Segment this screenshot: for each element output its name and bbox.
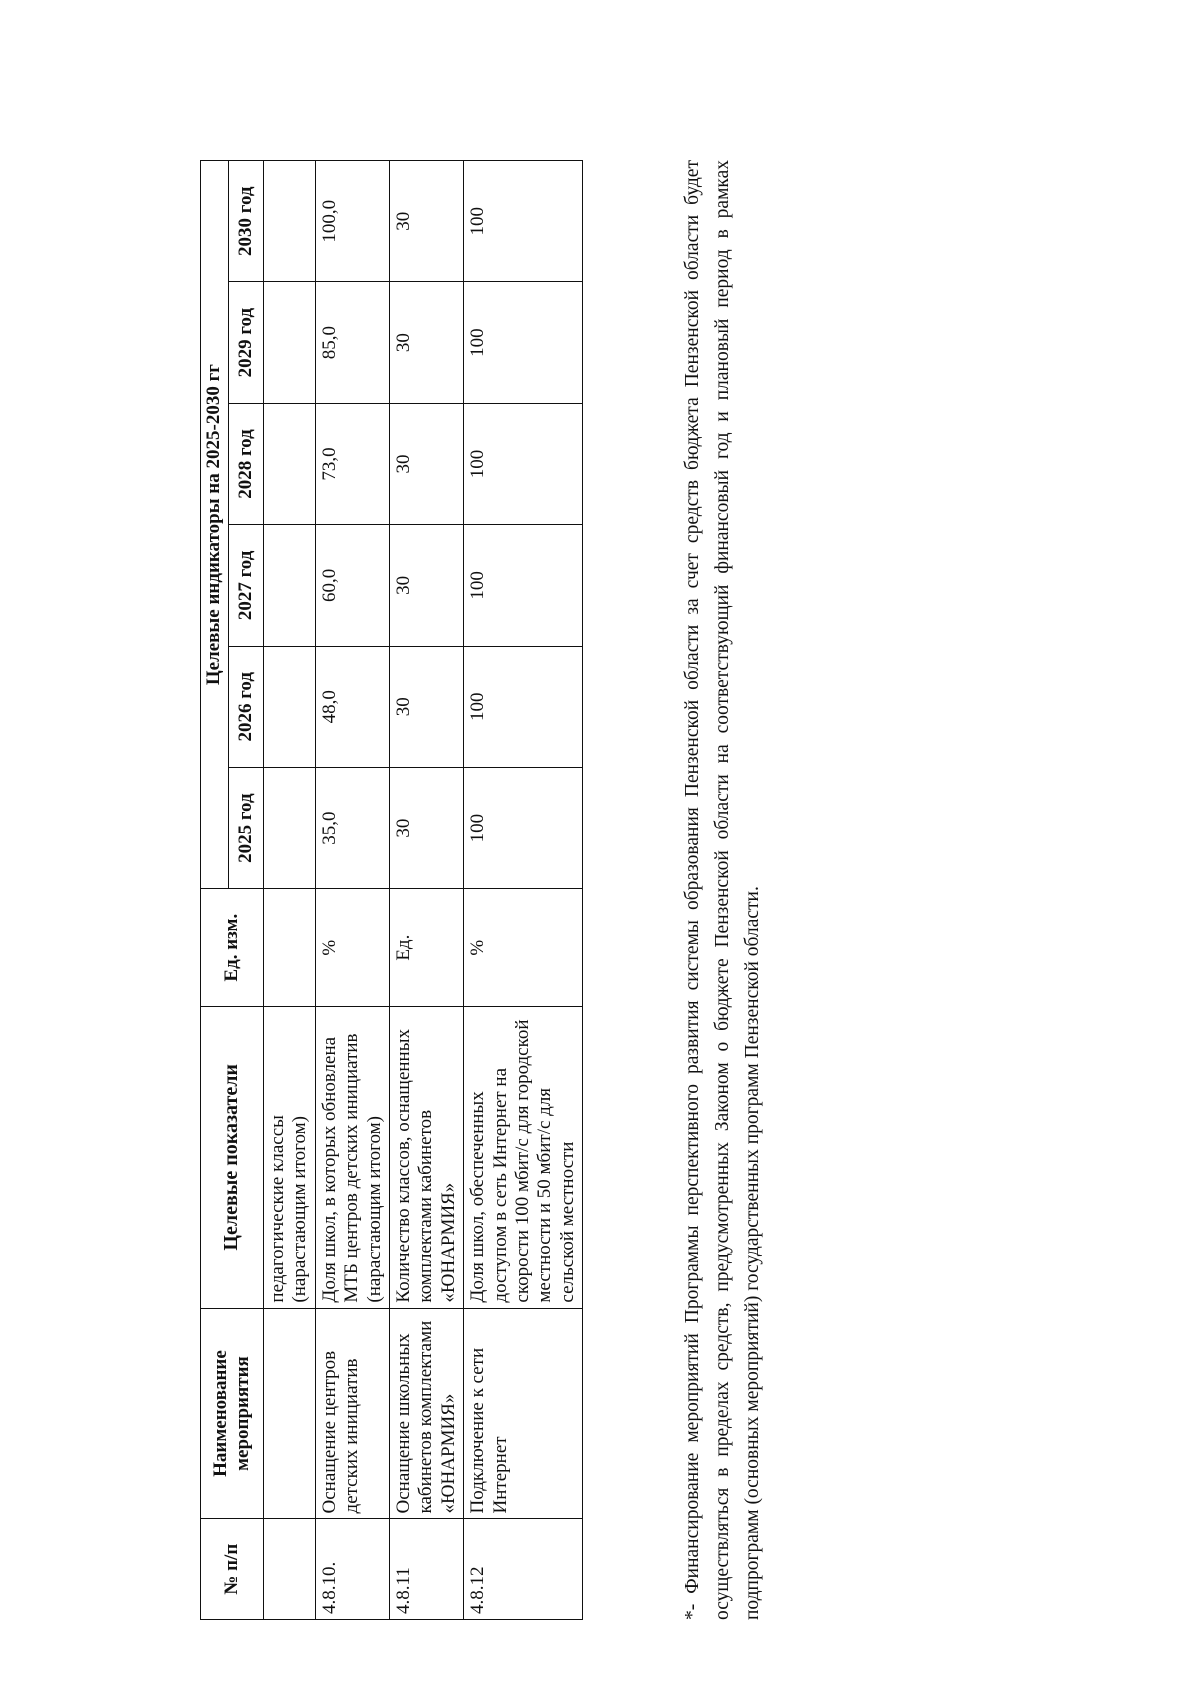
header-indicators: Целевые показатели (201, 1007, 264, 1309)
rotated-page-content (200, 160, 763, 1620)
row-indicator: педагогические классы (нарастающим итогом) (264, 1007, 316, 1309)
row-value: 100 (464, 403, 583, 524)
row-value: 73,0 (315, 403, 389, 524)
header-targets-group: Целевые индикаторы на 2025-2030 гг (201, 161, 229, 889)
header-year: 2030 год (228, 161, 263, 282)
row-no: 4.8.11 (390, 1519, 464, 1620)
table-row (264, 161, 316, 1620)
footnote: *- Финансирование мероприятий Программы перспективного развития системы образования Пензенской области за счет средств бюджета Пензенской области будет осуществляться в пределах средств, предусмотренных Законом о бюджете Пензенской области на соответствующий финансовый год и плановый период в рамках подпрограмм (основных мероприятий) государственных программ Пензенской области. (681, 160, 763, 1620)
row-value (264, 161, 316, 282)
row-unit: % (464, 889, 583, 1007)
row-no: 4.8.10. (315, 1519, 389, 1620)
row-unit: Ед. (390, 889, 464, 1007)
row-value (264, 646, 316, 767)
indicators-table (200, 160, 583, 1620)
row-name: Подключение к сети Интернет (464, 1308, 583, 1519)
header-year: 2027 год (228, 525, 263, 646)
row-value: 100,0 (315, 161, 389, 282)
row-value: 30 (390, 646, 464, 767)
row-name: Оснащение школьных кабинетов комплектами «ЮНАРМИЯ» (390, 1308, 464, 1519)
row-value: 30 (390, 525, 464, 646)
row-no: 4.8.12 (464, 1519, 583, 1620)
row-value: 100 (464, 767, 583, 888)
header-row-1 (201, 161, 229, 1620)
row-value (264, 282, 316, 403)
row-value: 35,0 (315, 767, 389, 888)
row-indicator: Доля школ, в которых обновлена МТБ центров детских инициатив (нарастающим итогом) (315, 1007, 389, 1309)
row-value: 60,0 (315, 525, 389, 646)
row-value: 30 (390, 403, 464, 524)
row-value: 100 (464, 282, 583, 403)
header-no: № п/п (201, 1519, 264, 1620)
row-value (264, 525, 316, 646)
row-unit: % (315, 889, 389, 1007)
row-value (264, 403, 316, 524)
row-value (264, 767, 316, 888)
table-row (464, 161, 583, 1620)
row-value: 48,0 (315, 646, 389, 767)
row-value: 85,0 (315, 282, 389, 403)
row-indicator: Доля школ, обеспеченных доступом в сеть Интернет на скорости 100 мбит/с для городской местности и 50 мбит/с для сельской местности (464, 1007, 583, 1309)
row-value: 30 (390, 161, 464, 282)
header-year: 2026 год (228, 646, 263, 767)
row-value: 100 (464, 525, 583, 646)
header-year: 2029 год (228, 282, 263, 403)
row-unit (264, 889, 316, 1007)
header-year: 2028 год (228, 403, 263, 524)
row-value: 30 (390, 282, 464, 403)
row-name (264, 1308, 316, 1519)
row-value: 100 (464, 646, 583, 767)
header-name: Наименование мероприятия (201, 1308, 264, 1519)
row-name: Оснащение центров детских инициатив (315, 1308, 389, 1519)
row-value: 100 (464, 161, 583, 282)
row-indicator: Количество классов, оснащенных комплектами кабинетов «ЮНАРМИЯ» (390, 1007, 464, 1309)
row-value: 30 (390, 767, 464, 888)
table-row (390, 161, 464, 1620)
header-unit: Ед. изм. (201, 889, 264, 1007)
table-row (315, 161, 389, 1620)
row-no (264, 1519, 316, 1620)
header-year: 2025 год (228, 767, 263, 888)
